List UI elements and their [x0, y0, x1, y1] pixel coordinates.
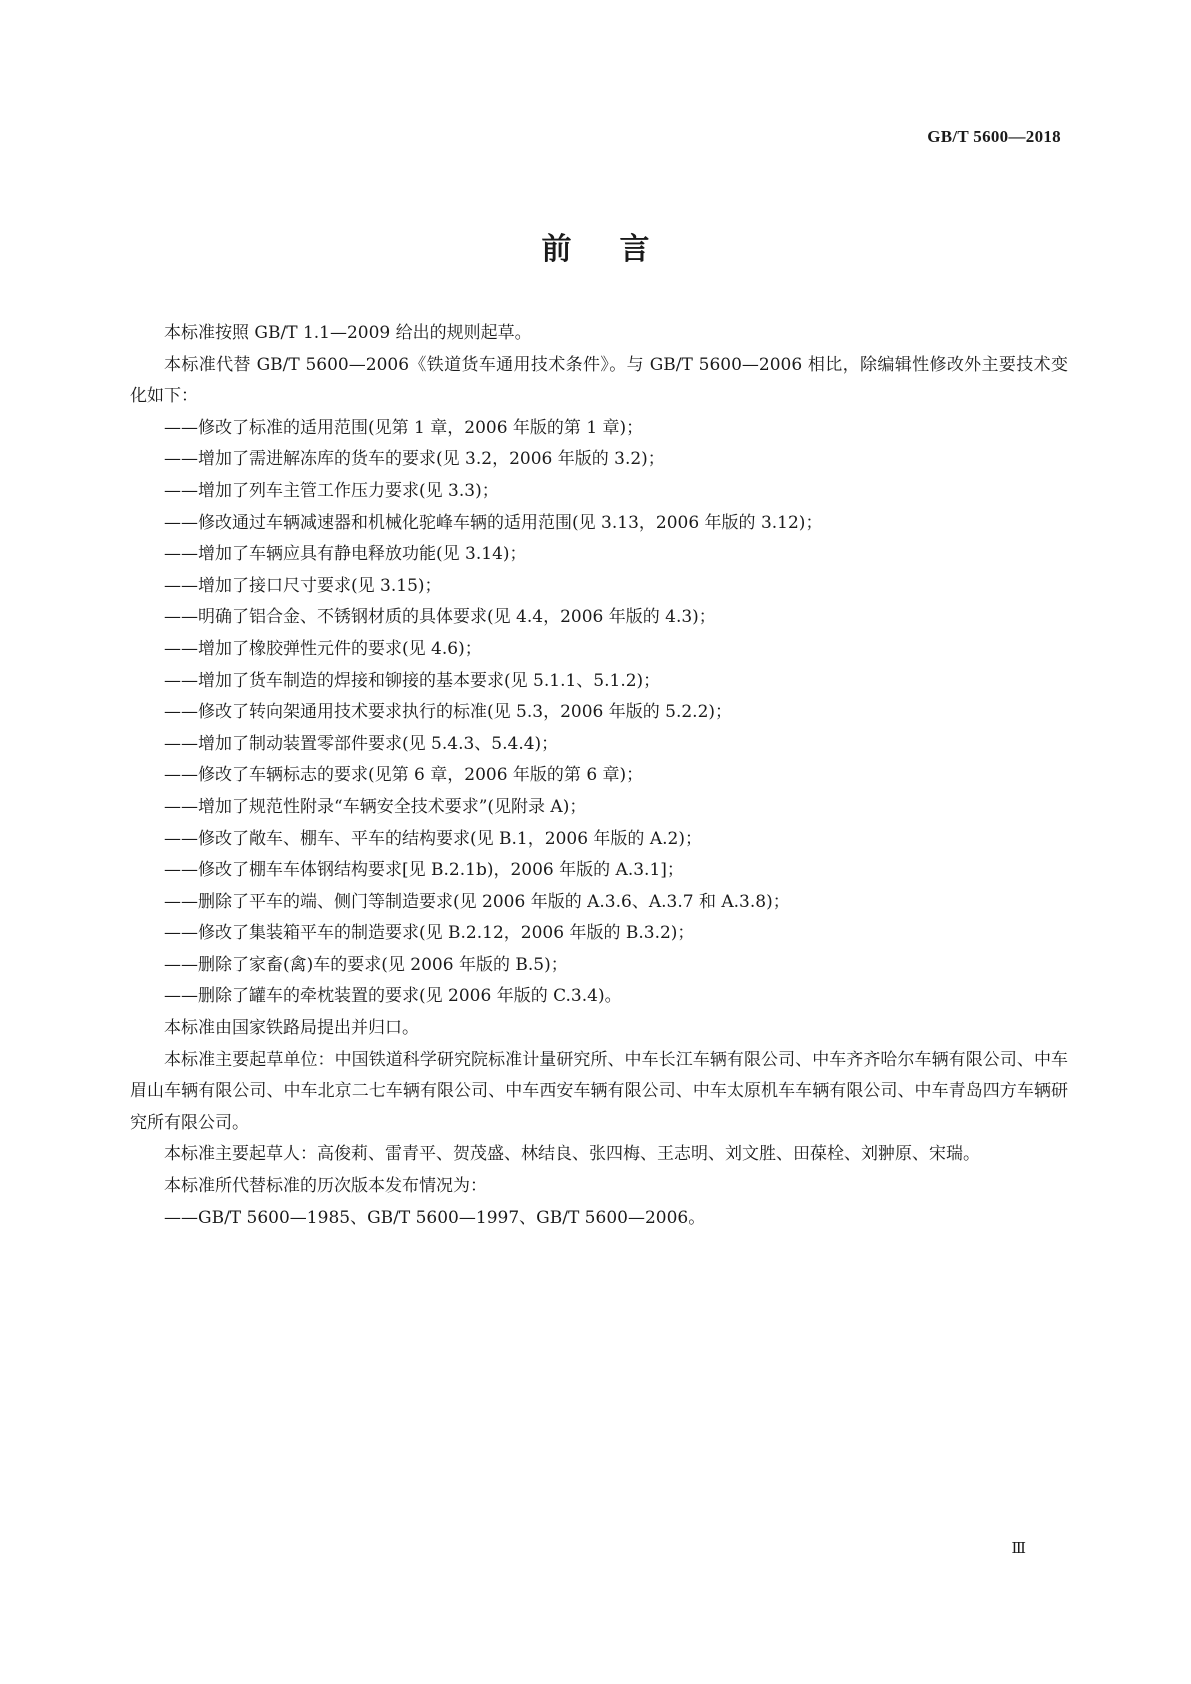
list-item: ——删除了平车的端、侧门等制造要求(见 2006 年版的 A.3.6、A.3.7 和 A.3.8)； [164, 891, 790, 912]
list-item: ——增加了橡胶弹性元件的要求(见 4.6)； [164, 638, 482, 659]
list-item: ——修改了集装箱平车的制造要求(见 B.2.12，2006 年版的 B.3.2)； [164, 923, 695, 944]
paragraph-drafting-units: 本标准主要起草单位：中国铁道科学研究院标准计量研究所、中车长江车辆有限公司、中车齐齐哈尔车辆有限公司、中车眉山车辆有限公司、中车北京二七车辆有限公司、中车西安车辆有限公司、中车太原机车车辆有限公司、中车青岛四方车辆研究所有限公司。 [130, 1049, 1068, 1133]
paragraph-proposer: 本标准由国家铁路局提出并归口。 [164, 1018, 419, 1039]
page-title: 前言 [541, 232, 698, 267]
list-item: ——修改了敞车、棚车、平车的结构要求(见 B.1，2006 年版的 A.2)； [164, 828, 702, 849]
page-number: Ⅲ [1011, 1539, 1026, 1557]
standard-code: GB/T 5600—2018 [927, 127, 1061, 146]
list-item: ——删除了家畜(禽)车的要求(见 2006 年版的 B.5)； [164, 954, 568, 975]
paragraph-drafters: 本标准主要起草人：高俊莉、雷青平、贺茂盛、林结良、张四梅、王志明、刘文胜、田葆栓、刘翀原、宋瑞。 [164, 1144, 980, 1165]
list-item: ——删除了罐车的牵枕装置的要求(见 2006 年版的 C.3.4)。 [164, 986, 622, 1007]
paragraph-drafting-rules: 本标准按照 GB/T 1.1—2009 给出的规则起草。 [164, 323, 532, 343]
list-item: ——增加了接口尺寸要求(见 3.15)； [164, 575, 442, 596]
list-item: ——修改了转向架通用技术要求执行的标准(见 5.3，2006 年版的 5.2.2)； [164, 702, 733, 723]
paragraph-replacement: 本标准代替 GB/T 5600—2006《铁道货车通用技术条件》。与 GB/T 5600—2006 相比，除编辑性修改外主要技术变化如下： [130, 354, 1068, 407]
list-item: ——增加了列车主管工作压力要求(见 3.3)； [164, 480, 499, 501]
paragraph-history-intro: 本标准所代替标准的历次版本发布情况为： [164, 1176, 487, 1197]
list-item: ——增加了车辆应具有静电释放功能(见 3.14)； [164, 544, 527, 565]
list-item: ——修改了车辆标志的要求(见第 6 章，2006 年版的第 6 章)； [164, 765, 644, 786]
list-item: ——明确了铝合金、不锈钢材质的具体要求(见 4.4，2006 年版的 4.3)； [164, 607, 716, 628]
list-item: ——增加了需进解冻库的货车的要求(见 3.2，2006 年版的 3.2)； [164, 449, 665, 470]
list-item: ——修改了标准的适用范围(见第 1 章，2006 年版的第 1 章)； [164, 417, 644, 438]
list-item: ——修改通过车辆减速器和机械化驼峰车辆的适用范围(见 3.13，2006 年版的 3.12)； [164, 512, 823, 533]
list-item: ——增加了制动装置零部件要求(见 5.4.3、5.4.4)； [164, 733, 559, 754]
list-item: ——增加了货车制造的焊接和铆接的基本要求(见 5.1.1、5.1.2)； [164, 670, 661, 691]
list-item: ——增加了规范性附录“车辆安全技术要求”(见附录 A)； [164, 796, 587, 817]
list-item: ——修改了棚车车体钢结构要求[见 B.2.1b)，2006 年版的 A.3.1]； [164, 860, 684, 881]
list-item-history: ——GB/T 5600—1985、GB/T 5600—1997、GB/T 5600—2006。 [164, 1207, 706, 1228]
foreword-body [130, 318, 1068, 1234]
